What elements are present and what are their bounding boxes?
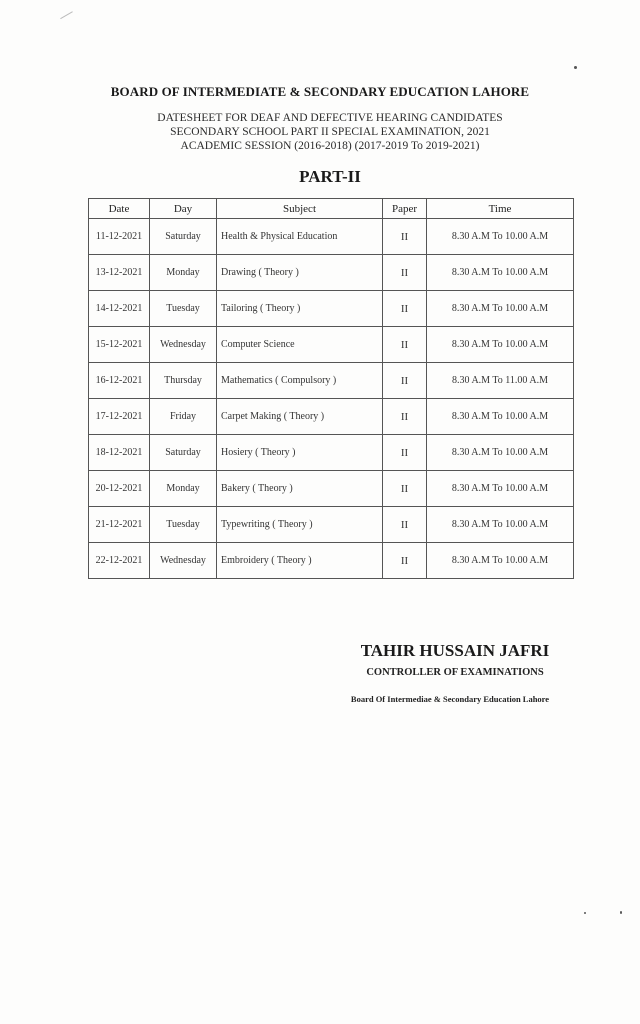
cell-day: Friday [150,399,217,435]
part-title: PART-II [299,167,361,186]
signatory-organization: Board Of Intermediae & Secondary Education Lahore [350,694,550,704]
cell-day: Monday [150,255,217,291]
cell-time: 8.30 A.M To 10.00 A.M [427,435,574,471]
cell-time: 8.30 A.M To 10.00 A.M [427,399,574,435]
column-header-paper: Paper [383,199,427,219]
cell-date: 18-12-2021 [89,435,150,471]
column-header-subject: Subject [217,199,383,219]
cell-time: 8.30 A.M To 10.00 A.M [427,543,574,579]
subtitle-line-1: DATESHEET FOR DEAF AND DEFECTIVE HEARING CANDIDATES [157,112,503,124]
table-row [89,543,574,579]
cell-date: 17-12-2021 [89,399,150,435]
cell-paper: II [383,255,427,291]
cell-date: 14-12-2021 [89,291,150,327]
cell-day: Monday [150,471,217,507]
scan-mark [60,11,78,28]
cell-day: Wednesday [150,543,217,579]
cell-subject: Computer Science [217,327,383,363]
cell-time: 8.30 A.M To 10.00 A.M [427,327,574,363]
cell-time: 8.30 A.M To 10.00 A.M [427,219,574,255]
cell-time: 8.30 A.M To 10.00 A.M [427,471,574,507]
board-title: BOARD OF INTERMEDIATE & SECONDARY EDUCATION LAHORE [110,84,530,99]
subtitle-line-3: ACADEMIC SESSION (2016-2018) (2017-2019 To 2019-2021) [180,140,480,152]
cell-date: 21-12-2021 [89,507,150,543]
cell-day: Saturday [150,219,217,255]
cell-date: 15-12-2021 [89,327,150,363]
cell-time: 8.30 A.M To 10.00 A.M [427,255,574,291]
cell-paper: II [383,435,427,471]
table-row [89,363,574,399]
cell-paper: II [383,399,427,435]
table-header-row [89,199,574,219]
cell-paper: II [383,507,427,543]
cell-time: 8.30 A.M To 10.00 A.M [427,507,574,543]
column-header-date: Date [89,199,150,219]
table-row [89,219,574,255]
table-row [89,327,574,363]
table-row [89,255,574,291]
datesheet-table [88,198,574,579]
table-row [89,291,574,327]
cell-paper: II [383,543,427,579]
cell-subject: Hosiery ( Theory ) [217,435,383,471]
cell-date: 16-12-2021 [89,363,150,399]
cell-date: 11-12-2021 [89,219,150,255]
cell-time: 8.30 A.M To 11.00 A.M [427,363,574,399]
scan-speck [620,911,622,914]
cell-time: 8.30 A.M To 10.00 A.M [427,291,574,327]
cell-subject: Carpet Making ( Theory ) [217,399,383,435]
cell-subject: Embroidery ( Theory ) [217,543,383,579]
cell-date: 20-12-2021 [89,471,150,507]
cell-paper: II [383,291,427,327]
cell-subject: Health & Physical Education [217,219,383,255]
scan-speck [584,912,586,914]
cell-day: Thursday [150,363,217,399]
cell-paper: II [383,471,427,507]
cell-day: Wednesday [150,327,217,363]
table-row [89,507,574,543]
cell-day: Saturday [150,435,217,471]
cell-subject: Mathematics ( Compulsory ) [217,363,383,399]
signatory-name: TAHIR HUSSAIN JAFRI [360,641,550,660]
cell-subject: Drawing ( Theory ) [217,255,383,291]
table-row [89,471,574,507]
column-header-day: Day [150,199,217,219]
cell-subject: Typewriting ( Theory ) [217,507,383,543]
cell-paper: II [383,219,427,255]
cell-paper: II [383,327,427,363]
column-header-time: Time [427,199,574,219]
signatory-role: CONTROLLER OF EXAMINATIONS [366,667,544,678]
cell-paper: II [383,363,427,399]
cell-subject: Tailoring ( Theory ) [217,291,383,327]
cell-date: 22-12-2021 [89,543,150,579]
scan-speck [574,66,577,69]
table-row [89,399,574,435]
cell-day: Tuesday [150,291,217,327]
subtitle-line-2: SECONDARY SCHOOL PART II SPECIAL EXAMINATION, 2021 [170,126,490,138]
table-row [89,435,574,471]
cell-day: Tuesday [150,507,217,543]
cell-subject: Bakery ( Theory ) [217,471,383,507]
cell-date: 13-12-2021 [89,255,150,291]
